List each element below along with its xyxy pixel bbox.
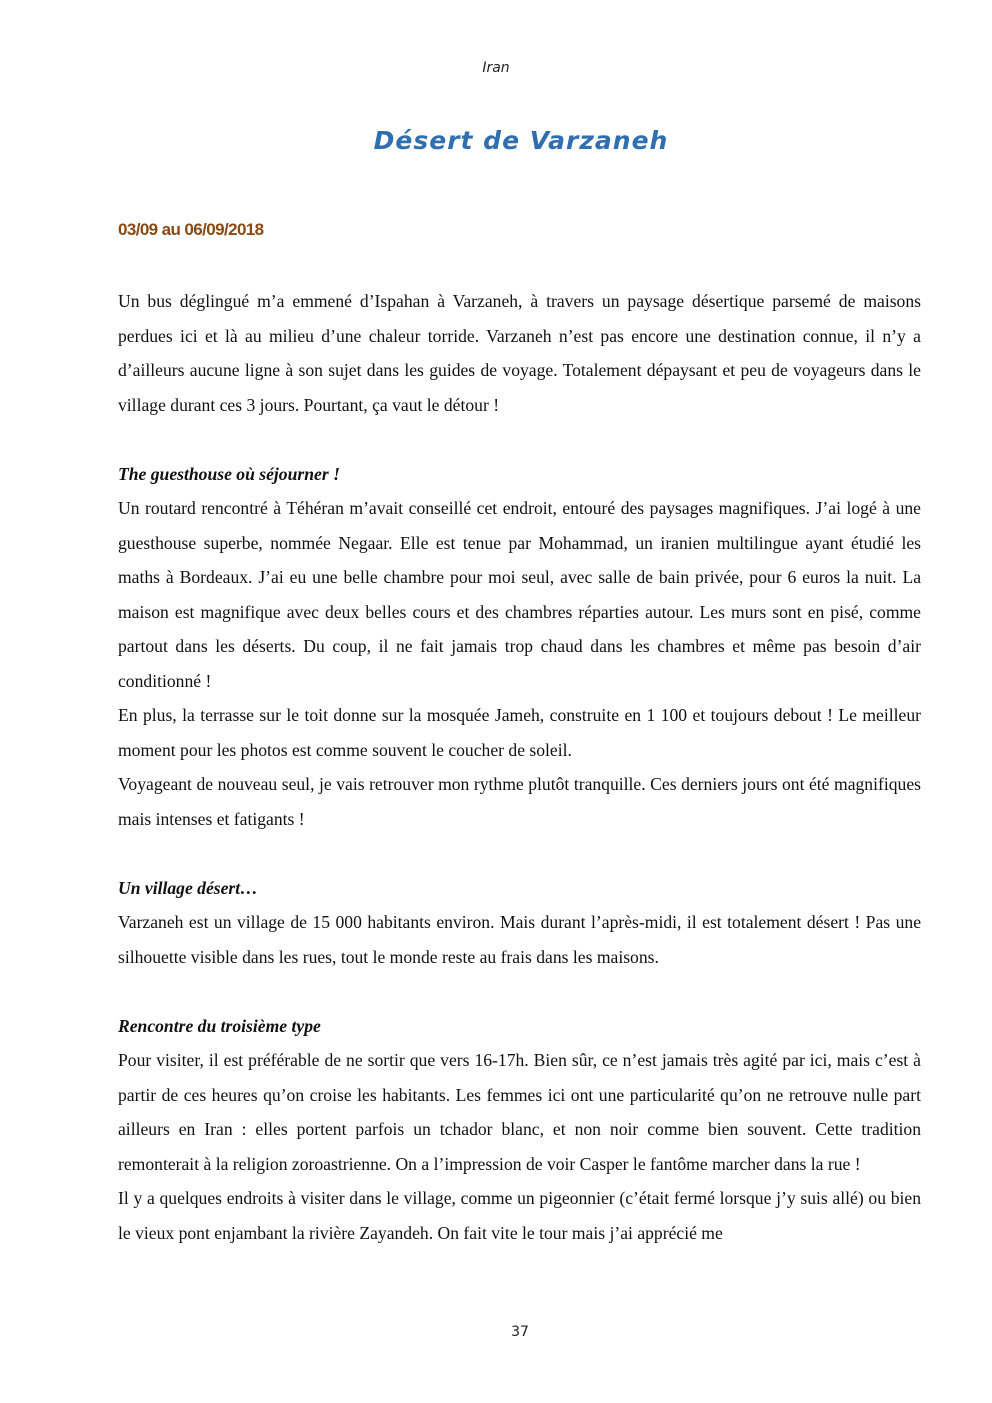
paragraph: Voyageant de nouveau seul, je vais retrouver mon rythme plutôt tranquille. Ces derniers jours ont été magnifiques mais intenses et fatigants ! xyxy=(118,774,921,829)
running-header: Iran xyxy=(482,60,510,76)
section-guesthouse xyxy=(118,457,921,837)
section-heading: Rencontre du troisième type xyxy=(118,1015,321,1036)
section-village xyxy=(118,871,921,975)
article-body xyxy=(118,284,921,1250)
date-range: 03/09 au 06/09/2018 xyxy=(118,220,264,239)
paragraph: Pour visiter, il est préférable de ne sortir que vers 16-17h. Bien sûr, ce n’est jamais très agité par ici, mais c’est à partir de ces heures qu’on croise les habitants. Les femmes ici ont une particularité qu’on ne retrouve nulle part ailleurs en Iran : elles portent parfois un tchador blanc, et non noir comme bien souvent. Cette tradition remonterait à la religion zoroastrienne. On a l’impression de voir Casper le fantôme marcher dans la rue ! xyxy=(118,1050,921,1174)
section-heading: Un village désert… xyxy=(118,877,258,898)
intro-paragraph: Un bus déglingué m’a emmené d’Ispahan à Varzaneh, à travers un paysage désertique parsemé de maisons perdues ici et là au milieu d’une chaleur torride. Varzaneh n’est pas encore une destination connue, il n’y a d’ailleurs aucune ligne à son sujet dans les guides de voyage. Totalement dépaysant et peu de voyageurs dans le village durant ces 3 jours. Pourtant, ça vaut le détour ! xyxy=(118,291,921,415)
paragraph: Varzaneh est un village de 15 000 habitants environ. Mais durant l’après-midi, il est totalement désert ! Pas une silhouette visible dans les rues, tout le monde reste au frais dans les maisons. xyxy=(118,912,921,967)
section-rencontre xyxy=(118,1009,921,1251)
paragraph: Un routard rencontré à Téhéran m’avait conseillé cet endroit, entouré des paysages magnifiques. J’ai logé à une guesthouse superbe, nommée Negaar. Elle est tenue par Mohammad, un iranien multilingue ayant étudié les maths à Bordeaux. J’ai eu une belle chambre pour moi seul, avec salle de bain privée, pour 6 euros la nuit. La maison est magnifique avec deux belles cours et des chambres réparties autour. Les murs sont en pisé, comme partout dans les déserts. Du coup, il ne fait jamais trop chaud dans les chambres et même pas besoin d’air conditionné ! xyxy=(118,498,921,691)
page-title: Désert de Varzaneh xyxy=(373,126,669,155)
section-heading: The guesthouse où séjourner ! xyxy=(118,463,340,484)
page-number: 37 xyxy=(511,1324,529,1340)
paragraph: Il y a quelques endroits à visiter dans le village, comme un pigeonnier (c’était fermé lorsque j’y suis allé) ou bien le vieux pont enjambant la rivière Zayandeh. On fait vite le tour mais j’ai apprécié me xyxy=(118,1188,921,1243)
paragraph: En plus, la terrasse sur le toit donne sur la mosquée Jameh, construite en 1 100 et toujours debout ! Le meilleur moment pour les photos est comme souvent le coucher de soleil. xyxy=(118,705,921,760)
